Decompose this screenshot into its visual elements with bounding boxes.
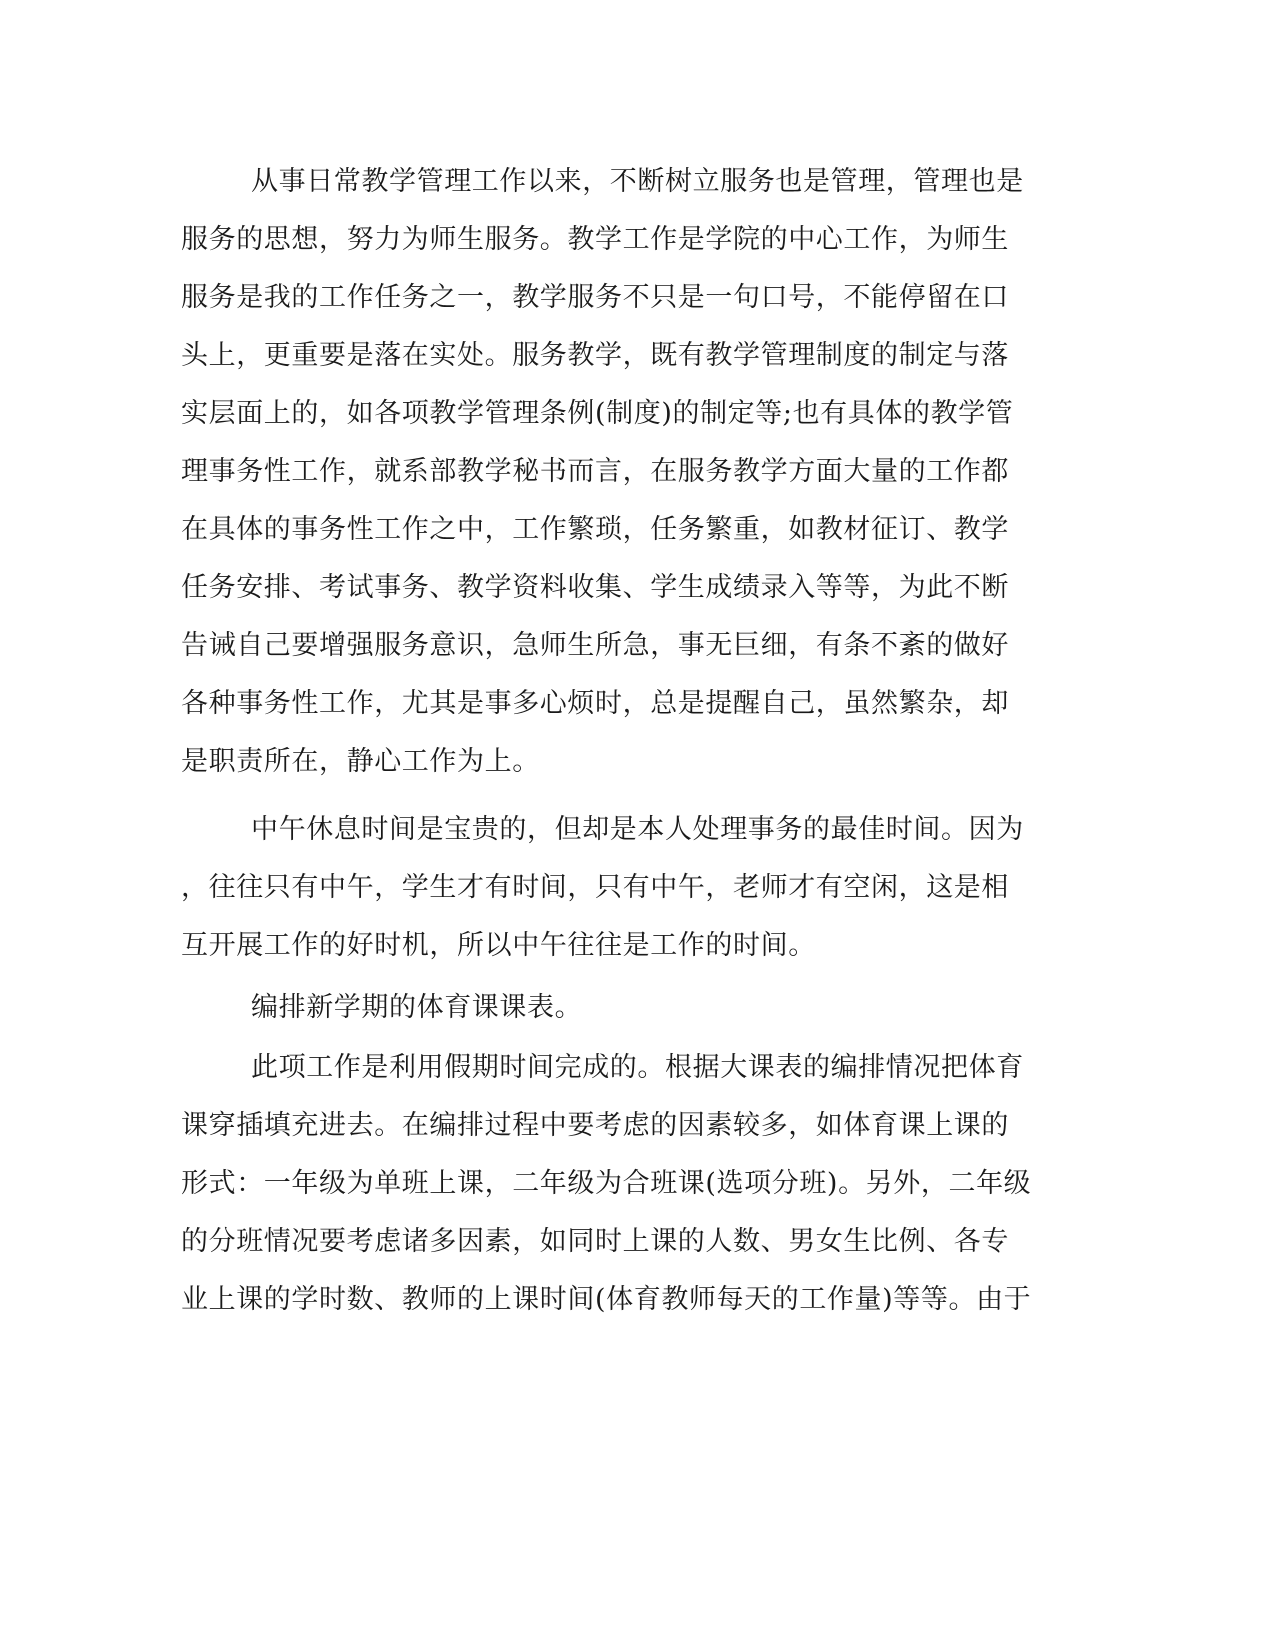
text-line-11: 是职责所在，静心工作为上。 xyxy=(181,746,540,777)
text-line-3: 服务是我的工作任务之一，教学服务不只是一句口号，不能停留在口 xyxy=(181,282,1009,313)
text-line-15: 编排新学期的体育课课表。 xyxy=(251,992,583,1023)
text-line-13: ，往往只有中午，学生才有时间，只有中午，老师才有空闲，这是相 xyxy=(181,872,1009,903)
text-line-18: 形式：一年级为单班上课，二年级为合班课(选项分班)。另外，二年级 xyxy=(181,1168,1032,1199)
text-line-1: 从事日常教学管理工作以来，不断树立服务也是管理，管理也是 xyxy=(251,166,1024,197)
text-line-16: 此项工作是利用假期时间完成的。根据大课表的编排情况把体育 xyxy=(251,1052,1024,1083)
text-line-14: 互开展工作的好时机，所以中午往往是工作的时间。 xyxy=(181,930,816,961)
text-line-20: 业上课的学时数、教师的上课时间(体育教师每天的工作量)等等。由于 xyxy=(181,1284,1032,1315)
text-line-6: 理事务性工作，就系部教学秘书而言，在服务教学方面大量的工作都 xyxy=(181,456,1009,487)
text-line-17: 课穿插填充进去。在编排过程中要考虑的因素较多，如体育课上课的 xyxy=(181,1110,1009,1141)
text-line-7: 在具体的事务性工作之中，工作繁琐，任务繁重，如教材征订、教学 xyxy=(181,514,1009,545)
text-line-8: 任务安排、考试事务、教学资料收集、学生成绩录入等等，为此不断 xyxy=(181,572,1009,603)
text-line-10: 各种事务性工作，尤其是事多心烦时，总是提醒自己，虽然繁杂，却 xyxy=(181,688,1009,719)
text-line-2: 服务的思想，努力为师生服务。教学工作是学院的中心工作，为师生 xyxy=(181,224,1009,255)
text-line-9: 告诫自己要增强服务意识，急师生所急，事无巨细，有条不紊的做好 xyxy=(181,630,1009,661)
text-line-12: 中午休息时间是宝贵的，但却是本人处理事务的最佳时间。因为 xyxy=(251,814,1024,845)
text-line-5: 实层面上的，如各项教学管理条例(制度)的制定等;也有具体的教学管 xyxy=(181,398,1014,429)
text-line-19: 的分班情况要考虑诸多因素，如同时上课的人数、男女生比例、各专 xyxy=(181,1226,1009,1257)
text-line-4: 头上，更重要是落在实处。服务教学，既有教学管理制度的制定与落 xyxy=(181,340,1009,371)
